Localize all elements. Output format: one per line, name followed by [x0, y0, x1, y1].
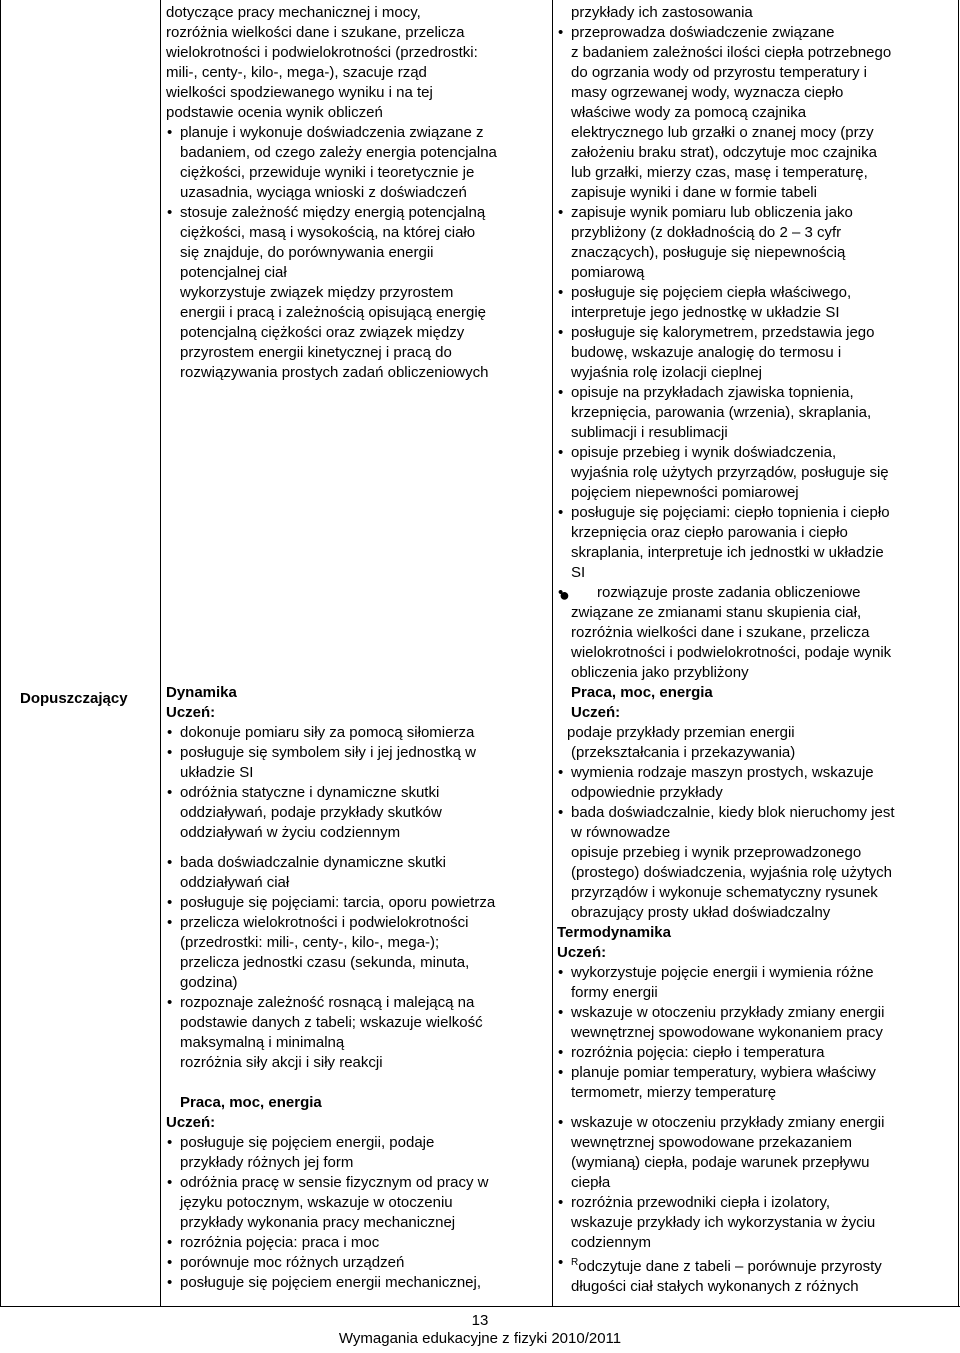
list-item-line: • przelicza wielokrotności i podwielokrotności — [180, 914, 469, 931]
list-item-line: • posługuje się pojęciami: ciepło topnienia i ciepło — [571, 504, 890, 521]
list-item — [557, 23, 957, 203]
page-number: 13 — [471, 1312, 489, 1329]
text-line: rozróżnia wielkości dane i szukane, przelicza — [166, 24, 465, 41]
list-item-line: SI — [571, 564, 586, 581]
list-item — [557, 1113, 957, 1193]
list-item-line: zapisuje wyniki i dane w formie tabeli — [571, 184, 817, 201]
list-item — [557, 323, 957, 383]
list-item-line: • stosuje zależność między energią potencjalną — [180, 204, 486, 221]
list-item-line: wielokrotności i podwielokrotności, podaje wynik — [571, 644, 892, 661]
uczen-label: Uczeń: — [166, 704, 216, 721]
text-line: przykłady ich zastosowania — [571, 4, 753, 21]
list-item — [557, 383, 957, 443]
list-item — [557, 803, 957, 923]
list-item — [166, 913, 551, 993]
list-item-line: obliczenia jako przybliżony — [571, 664, 749, 681]
list-item — [166, 993, 551, 1073]
list-item-line: pojęciem niepewności pomiarowej — [571, 484, 799, 501]
table-border-left — [0, 0, 1, 1307]
list-item-line: • porównuje moc różnych urządzeń — [180, 1254, 405, 1271]
list-item-line: • przeprowadza doświadczenie związane — [571, 24, 835, 41]
list-item-line: (wymianą) ciepła, podaje warunek przepływu — [571, 1154, 870, 1171]
list-item-line: ciężkości, masą i wysokością, na której ciało — [180, 224, 476, 241]
list-item — [557, 1193, 957, 1253]
list-item-line: podstawie danych z tabeli; wskazuje wielkość — [180, 1014, 483, 1031]
list-item-line: • dokonuje pomiaru siły za pomocą siłomierza — [180, 724, 475, 741]
list-item-line: ciepła — [571, 1174, 611, 1191]
list-item-line: rozwiązuje proste zadania obliczeniowe — [597, 584, 861, 601]
list-item — [557, 203, 957, 283]
list-item — [557, 583, 957, 683]
list-item-line — [571, 1253, 957, 1277]
list-item-line: • rozpoznaje zależność rosnącą i malejącą na — [180, 994, 475, 1011]
list-item — [557, 443, 957, 503]
list-item-line: pomiarową — [571, 264, 645, 281]
list-item — [557, 1043, 957, 1063]
list-item-line: oddziaływań ciał — [180, 874, 290, 891]
list-item-line: języku potocznym, wskazuje w otoczeniu — [180, 1194, 453, 1211]
list-item-line: (przedrostki: mili-, centy-, kilo-, mega-); — [180, 934, 440, 951]
list-item-line: obrazujący prosty układ doświadczalny — [571, 904, 831, 921]
text-line: dotyczące pracy mechanicznej i mocy, — [166, 4, 421, 21]
list-item-line: • posługuje się pojęciem ciepła właściwego, — [571, 284, 852, 301]
list-item-line: znaczących), posługuje się niepewnością — [571, 244, 846, 261]
list-item — [166, 1133, 551, 1173]
list-item — [166, 853, 551, 893]
list-item-line: masy ogrzewanej wody, wyznacza ciepło — [571, 84, 844, 101]
list-item-line: wyjaśnia rolę izolacji cieplnej — [571, 364, 762, 381]
list-item-line: budowę, wskazuje analogię do termosu i — [571, 344, 842, 361]
list-item — [557, 1063, 957, 1103]
list-item-line: przykłady różnych jej form — [180, 1154, 354, 1171]
list-item-line: codziennym — [571, 1234, 652, 1251]
list-item-line: formy energii — [571, 984, 658, 1001]
list-item-line: • planuje i wykonuje doświadczenia związane z — [180, 124, 484, 141]
list-item-line: założeniu braku strat), odczytuje moc czajnika — [571, 144, 877, 161]
uczen-label: Uczeń: — [166, 1114, 216, 1131]
section-title-dynamika: Dynamika — [166, 684, 237, 701]
list-item-line: właściwe wody za pomocą czajnika — [571, 104, 807, 121]
list-item — [557, 763, 957, 803]
list-item — [166, 893, 551, 913]
list-item-line: • odróżnia pracę w sensie fizycznym od pracy w — [180, 1174, 489, 1191]
list-item-line: • bada doświadczalnie dynamiczne skutki — [180, 854, 446, 871]
list-item-line: wykorzystuje związek między przyrostem — [180, 284, 454, 301]
list-item-line: się znajduje, do porównywania energii — [180, 244, 434, 261]
list-item-line: • wskazuje w otoczeniu przykłady zmiany energii — [571, 1114, 885, 1131]
table-column-divider-2 — [552, 0, 553, 1307]
spacer — [166, 843, 551, 853]
list-item — [166, 123, 551, 203]
list-item-line: badaniem, od czego zależy energia potencjalna — [180, 144, 497, 161]
table-border-right — [958, 0, 959, 1307]
list-item-line: wskazuje przykłady ich wykorzystania w życiu — [571, 1214, 876, 1231]
list-item-line: rozróżnia siły akcji i siły reakcji — [180, 1054, 383, 1071]
middle-column — [166, 3, 551, 1293]
list-item — [166, 203, 551, 383]
list-item-line: godzina) — [180, 974, 238, 991]
list-item-line: oddziaływań w życiu codziennym — [180, 824, 401, 841]
list-item-line: długości ciał stałych wykonanych z różnych — [571, 1278, 859, 1295]
list-item — [166, 723, 551, 743]
table-bottom-border — [0, 1306, 960, 1307]
list-item-line: energii i pracą i zależnością opisującą energię — [180, 304, 487, 321]
footer-title: Wymagania edukacyjne z fizyki 2010/2011 — [338, 1330, 622, 1347]
table-column-divider-1 — [160, 0, 161, 1307]
list-item — [557, 963, 957, 1003]
list-item-line: przelicza jednostki czasu (sekunda, minuta, — [180, 954, 470, 971]
list-item-line: • odróżnia statyczne i dynamiczne skutki — [180, 784, 440, 801]
superscript-r: R — [571, 1257, 579, 1268]
list-item-line: • posługuje się kalorymetrem, przedstawia jego — [571, 324, 875, 341]
list-item-line: • opisuje przebieg i wynik doświadczenia, — [571, 444, 837, 461]
list-item-line: • rozróżnia pojęcia: ciepło i temperatura — [571, 1044, 825, 1061]
list-item-line: sublimacji i resublimacji — [571, 424, 728, 441]
list-item-line: wyjaśnia rolę użytych przyrządów, posługuje się — [571, 464, 889, 481]
list-item — [166, 1233, 551, 1253]
grade-label: Dopuszczający — [20, 690, 128, 707]
list-item-line: przyrządów i wykonuje schematyczny rysunek — [571, 884, 878, 901]
list-item-line: rozróżnia wielkości dane i szukane, przelicza — [571, 624, 870, 641]
list-item-line: elektrycznego lub grzałki o znanej mocy (przy — [571, 124, 874, 141]
list-item-line: • posługuje się pojęciami: tarcia, oporu powietrza — [180, 894, 496, 911]
list-item-line: • bada doświadczalnie, kiedy blok nieruchomy jest — [571, 804, 895, 821]
text-line: mili-, centy-, kilo-, mega-), szacuje rząd — [166, 64, 427, 81]
list-item-line: • zapisuje wynik pomiaru lub obliczenia jako — [571, 204, 853, 221]
spacer — [557, 1103, 957, 1113]
uczen-label: Uczeń: — [557, 944, 607, 961]
list-item-line: przykłady wykonania pracy mechanicznej — [180, 1214, 456, 1231]
list-item-line: maksymalną i minimalną — [180, 1034, 345, 1051]
text-line: podstawie ocenia wynik obliczeń — [166, 104, 383, 121]
section-title-praca: Praca, moc, energia — [571, 684, 713, 701]
list-item-line: • wykorzystuje pojęcie energii i wymienia różne — [571, 964, 874, 981]
list-item-line: odpowiednie przykłady — [571, 784, 723, 801]
list-item-line: (prostego) doświadczenia, wyjaśnia rolę użytych — [571, 864, 892, 881]
list-item-line: • rozróżnia pojęcia: praca i moc — [180, 1234, 380, 1251]
text-line: wielokrotności i podwielokrotności (przedrostki: — [166, 44, 478, 61]
text-line: (przekształcania i przekazywania) — [571, 744, 796, 761]
list-item-line: • posługuje się pojęciem energii, podaje — [180, 1134, 435, 1151]
section-title-praca: Praca, moc, energia — [180, 1094, 322, 1111]
list-item-line: • wymienia rodzaje maszyn prostych, wskazuje — [571, 764, 874, 781]
list-item-line: • wskazuje w otoczeniu przykłady zmiany energii — [571, 1004, 885, 1021]
list-item — [557, 1253, 957, 1297]
list-item — [166, 1253, 551, 1273]
list-item — [166, 1273, 551, 1293]
list-item-line: układzie SI — [180, 764, 254, 781]
list-item-line: przybliżony (z dokładnością do 2 – 3 cyfr — [571, 224, 842, 241]
spacer — [166, 383, 551, 683]
section-title-termodynamika: Termodynamika — [557, 924, 671, 941]
list-item-line: przyrostem energii kinetycznej i pracą do — [180, 344, 452, 361]
list-item-line: rozwiązywania prostych zadań obliczeniowych — [180, 364, 489, 381]
list-item-line: wewnętrznej spowodowane wykonaniem pracy — [571, 1024, 883, 1041]
list-item — [166, 783, 551, 843]
bullet-dot: • ● — [559, 585, 570, 605]
list-item — [557, 503, 957, 583]
list-item-line: potencjalną ciężkości oraz związek między — [180, 324, 465, 341]
list-item — [557, 283, 957, 323]
list-item-line: uzasadnia, wyciąga wnioski z doświadczeń — [180, 184, 467, 201]
list-item-line: • opisuje na przykładach zjawiska topnienia, — [571, 384, 854, 401]
list-item-line: • posługuje się pojęciem energii mechanicznej, — [180, 1274, 482, 1291]
right-column — [557, 3, 957, 1297]
list-item-line: ciężkości, przewiduje wyniki i teoretycznie je — [180, 164, 475, 181]
list-item-line: lub grzałki, mierzy czas, masę i temperaturę, — [571, 164, 868, 181]
list-item-line: interpretuje jego jednostkę w układzie SI — [571, 304, 840, 321]
list-item-line: • planuje pomiar temperatury, wybiera właściwy — [571, 1064, 876, 1081]
list-item-line: z badaniem zależności ilości ciepła potrzebnego — [571, 44, 892, 61]
list-item-line: oddziaływań, podaje przykłady skutków — [180, 804, 442, 821]
list-item — [557, 1003, 957, 1043]
list-item-line: skraplania, interpretuje ich jednostki w układzie — [571, 544, 884, 561]
list-item-text: odczytuje dane z tabeli – porównuje przyrosty — [578, 1258, 882, 1275]
list-item-line: opisuje przebieg i wynik przeprowadzonego — [571, 844, 862, 861]
list-item-line: do ogrzania wody od przyrostu temperatury i — [571, 64, 867, 81]
list-item-line: • rozróżnia przewodniki ciepła i izolatory, — [571, 1194, 830, 1211]
list-item — [166, 743, 551, 783]
list-item-line: krzepnięcia oraz ciepło parowania i ciepło — [571, 524, 848, 541]
text-line: wielkości spodziewanego wyniku i na tej — [166, 84, 433, 101]
spacer — [166, 1073, 551, 1093]
uczen-label: Uczeń: — [571, 704, 621, 721]
list-item-line: termometr, mierzy temperaturę — [571, 1084, 777, 1101]
list-item-line: związane ze zmianami stanu skupienia ciał, — [571, 604, 862, 621]
text-line: podaje przykłady przemian energii — [567, 724, 795, 741]
list-item-line: • posługuje się symbolem siły i jej jednostką w — [180, 744, 476, 761]
list-item — [166, 1173, 551, 1233]
list-item-line: wewnętrznej spowodowane przekazaniem — [571, 1134, 852, 1151]
list-item-line: w równowadze — [571, 824, 671, 841]
list-item-line: potencjalnej ciał — [180, 264, 287, 281]
list-item-line: krzepnięcia, parowania (wrzenia), skraplania, — [571, 404, 872, 421]
